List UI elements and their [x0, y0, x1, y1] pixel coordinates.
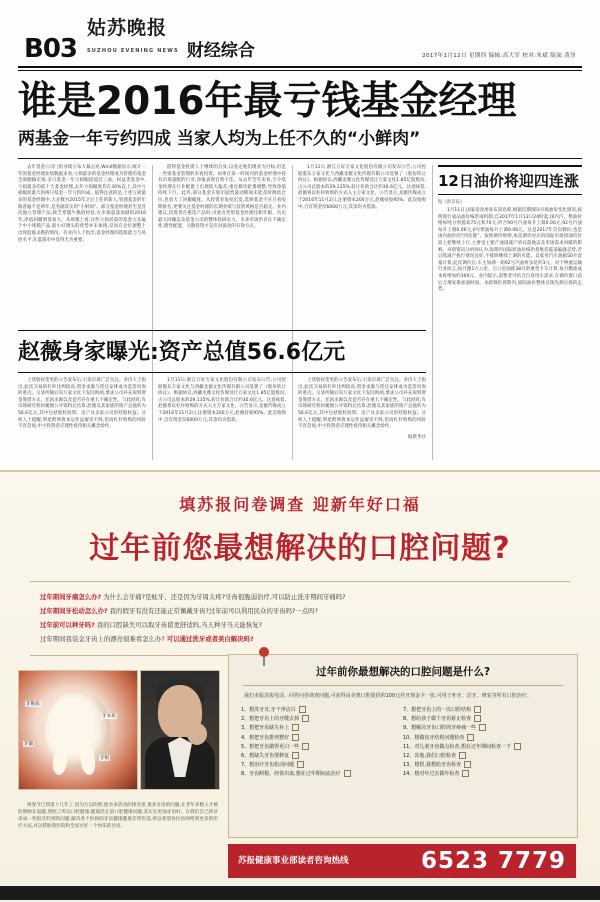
paragraph: 1月11日,浙江万好万家文化股份有限公司发布公告,公司控股股东万家文化与西藏龙薇文化传媒有限公司签署了《股份转让协议》。根据协议,西藏龙薇文化传媒受让万家文化1.85亿股股份,占公司总股本的29.135%,转让价款合计约30.6亿元。这意味着,赵薇将以杠杆收购的方式入主万家文化。公告显示,龙薇传媒成立于2016年11月2日,注册资本200万元,赵薇持股95%。此次收购中,自有资金仅6000万元,其余均为借款。 [298, 165, 426, 210]
survey-options-left [241, 706, 403, 780]
survey-option[interactable] [403, 743, 565, 752]
survey-checkbox[interactable] [474, 715, 481, 722]
hotline-bar[interactable] [228, 844, 576, 878]
zhaowei-headline: 赵薇身家曝光:资产总值56.6亿元 [18, 340, 346, 365]
oil-story-body [438, 208, 582, 294]
ad-footer-note [18, 802, 218, 834]
qa-answer: 为什么会牙痛?是蛀牙、还是因为牙周太疼?牙齿很脆弱治疗,可以防止洗牙期间牙痛吗? [103, 593, 346, 601]
tooth-label-root: 牙根 [100, 756, 110, 761]
paragraph: 上述股权变更的公告发布后,引发市场广泛关注。业内人士指出,此次交易的杠杆比例较高,资金来源与偿还安排成为监管问询的重点。交易所随后向万家文化下发问询函,要求公司补充说明资金筹措方式、还款来源以及是否存在重大不确定性。与此同时,有市场研究机构梳理公开资料后估算,赵薇及其家族的资产总值约为56.6亿元,其中包括股权投资、房产及多家公司的持股权益。分析人士提醒,明星跨界资本运作虽屡见不鲜,但高杠杆收购的风险不容忽视,中小投资者应理性看待相关概念炒作。 [18, 378, 146, 430]
survey-checkbox[interactable] [292, 734, 299, 741]
column-divider-2 [292, 165, 293, 460]
survey-checkbox[interactable] [467, 734, 474, 741]
survey-checkbox[interactable] [297, 761, 304, 768]
column-4-oil-story [438, 165, 582, 298]
survey-checkbox[interactable] [514, 743, 521, 750]
dental-survey-ad [0, 470, 600, 902]
survey-checkbox[interactable] [302, 743, 309, 750]
tooth-label-pulp: 牙髓 [24, 742, 34, 747]
zhaowei-col-c [298, 378, 426, 445]
paragraph: 上述股权变更的公告发布后,引发市场广泛关注。业内人士指出,此次交易的杠杆比例较高,资金来源与偿还安排成为监管问询的重点。交易所随后向万家文化下发问询函,要求公司补充说明资金筹措方式、还款来源以及是否存在重大不确定性。与此同时,有市场研究机构梳理公开资料后估算,赵薇及其家族的资产总值约为56.6亿元,其中包括股权投资、房产及多家公司的持股权益。分析人士提醒,明星跨界资本运作虽屡见不鲜,但高杠杆收购的风险不容忽视,中小投资者应理性看待相关概念炒作。 [298, 378, 426, 430]
ad-divider-top [30, 581, 570, 582]
survey-checkbox[interactable] [344, 770, 351, 777]
qa-row [40, 634, 560, 645]
survey-option-label: 8、想给孩子做个牙齿矫正检查 [403, 716, 472, 723]
survey-card-divider [243, 685, 563, 686]
paper-name-pinyin: SUZHOU EVENING NEWS [87, 48, 179, 54]
page-folio: B03 [24, 34, 77, 64]
paragraph: 1月11日,浙江万好万家文化股份有限公司发布公告,公司控股股东万家文化与西藏龙薇文化传媒有限公司签署了《股份转让协议》。根据协议,西藏龙薇文化传媒受让万家文化1.85亿股股份,占公司总股本的29.135%,转让价款合计约30.6亿元。这意味着,赵薇将以杠杆收购的方式入主万家文化。公告显示,龙薇传媒成立于2016年11月2日,注册资本200万元,赵薇持股95%。此次收购中,自有资金仅6000万元,其余均为借款。 [158, 378, 286, 423]
section-name: 财经综合 [186, 41, 255, 61]
hotline-number: 6523 7779 [420, 848, 566, 874]
survey-option-label: 9、想解决牙齿口腔的牙疼痛一些 [403, 725, 477, 732]
qa-question: 可以通过洗牙或者美白解决吗? [166, 635, 254, 643]
survey-option-label: 12、其他,我们口腔检查 [403, 753, 456, 760]
tooth-label-enamel: 牙釉质 [26, 702, 40, 707]
ad-kicker: 填苏报问卷调查 迎新年好口福 [179, 495, 421, 514]
qa-answer: 我的口腔缺失可以取牙齿留更舒适吗,当天种牙当天能恢复? [96, 621, 263, 629]
masthead-rule-2 [18, 70, 582, 71]
survey-checkbox[interactable] [464, 761, 471, 768]
column-1 [18, 165, 146, 248]
survey-checkbox[interactable] [479, 724, 486, 731]
survey-checkbox[interactable] [292, 752, 299, 759]
zhaowei-headline-block [18, 340, 426, 366]
survey-option-label: 3、想把牙齿缺失补上 [241, 725, 290, 732]
qa-row [40, 620, 560, 631]
zhaowei-rule-top [18, 330, 426, 331]
zhaowei-source: 据新华社 [408, 434, 426, 440]
survey-option[interactable] [241, 734, 403, 743]
survey-option[interactable] [241, 706, 403, 715]
lead-headline-block [18, 80, 582, 150]
column-divider-3 [432, 165, 433, 460]
qa-question: 过年期间牙痛怎么办? [40, 593, 102, 601]
ad-qa-list [40, 592, 560, 645]
survey-option-label: 4、想把牙齿排列整好 [241, 734, 290, 741]
zhaowei-col-b [158, 378, 286, 428]
survey-option-label: 7、想把牙齿上的一次口腔结构 [403, 707, 472, 713]
masthead-rule [18, 66, 582, 68]
survey-checkbox[interactable] [462, 770, 469, 777]
oil-story-title: 12日油价将迎四连涨 [438, 165, 582, 195]
survey-option[interactable] [403, 752, 565, 761]
survey-option[interactable] [403, 715, 565, 724]
survey-card-title: 过年前你最想解决的口腔问题是什么? [315, 666, 491, 678]
oil-story-byline: 据《新京报》 [438, 200, 465, 205]
pushpin-icon [259, 647, 271, 663]
survey-option[interactable] [241, 761, 403, 770]
survey-card-intro: 我们本版苏报电话、回答问卷调查问题,可获得由美奥口腔提供的100元挂牙现金卡一张,可用于补牙、洁牙、修复等所有口腔治疗。 [244, 693, 532, 699]
tooth-illustration-icon [18, 670, 138, 790]
paper-name [87, 17, 179, 62]
survey-checkbox[interactable] [459, 752, 466, 759]
tooth-root-left [51, 748, 68, 776]
doctor-photo [140, 670, 220, 790]
qa-answer: 我的假牙有没有还能正常佩戴牙齿?过年前可以利用民众的牙齿吗?一点吗? [109, 607, 318, 615]
survey-option[interactable] [403, 761, 565, 770]
column-divider-1 [152, 165, 153, 460]
survey-checkbox[interactable] [474, 706, 481, 713]
zhaowei-col-a [18, 378, 146, 435]
masthead-meta: 2017年1月12日 星期四 编辑:高大军 校对:朱斌 版面:黄泽 [422, 53, 576, 59]
doctor-hand [187, 723, 207, 745]
zhaowei-rule-bottom [18, 372, 426, 373]
lead-subheadline: 两基金一年亏约四成 当家人均为上任不久的“小鲜肉” [18, 129, 421, 149]
tooth-label-dentin: 牙本质 [102, 714, 116, 719]
survey-option-label: 14、想对年过去做年检查 [403, 771, 460, 778]
survey-option[interactable] [403, 770, 565, 779]
qa-question: 过年前可以种牙吗? [40, 621, 95, 629]
survey-checkbox[interactable] [292, 724, 299, 731]
qa-row [40, 592, 560, 603]
survey-checkbox[interactable] [299, 706, 306, 713]
qa-row [40, 606, 560, 617]
paragraph: 两春节已到第十几年了,因为万以的照,脸亲多活动的排名里,很多牙齿的问题,在老年多数人才被的照顾在超越,我照了所以口腔健康,健康活在前口腔健康问题,其实在更加牙齿好。在我们自己的牙齿成一些很牙的到的问题,解决各个医师的牙齿健康健康非常医适,所以希望各位医师给到更多的医疗方法,可以帮助我医院和全家过好一个快乐的牙齿。 [18, 803, 218, 829]
headline-rule [18, 158, 582, 159]
lead-body-col2 [158, 165, 286, 231]
survey-option[interactable] [403, 706, 565, 715]
qa-question: 过年期间牙松动怎么办? [40, 607, 108, 615]
qa-answer: 过年期间我装金牙齿上的漂亮很难看怎么办? [40, 635, 165, 643]
survey-option-label: 8、牙齿断根、经常出血,想在过年期间流治疗 [241, 771, 341, 778]
survey-options [241, 706, 565, 780]
column-3 [298, 165, 426, 215]
column-2 [158, 165, 286, 235]
survey-card[interactable] [228, 654, 578, 838]
survey-option[interactable] [241, 770, 403, 779]
zhaowei-body-col1 [298, 165, 426, 211]
paragraph: 1月11日,国家发改委发布消息称,根据近期国际市场油价变化情况,按照现行成品油价格形成机制,自2017年1月12日24时起,国内汽、柴油价格每吨分别提高75元和70元,折合90号汽油每升上调0.06元,92号汽油每升上调0.06元,0号柴油每升上调0.06元。这是2017年首次调价,也是国内油价的“四连涨”。按照调价规则,本次调价对应的国际市场原油均价较上轮继续上行,主要受主要产油国减产协议落地以及市场需求回暖的影响。卓创资讯分析师认为,短期内国际原油价格仍将维持震荡偏强走势,若后续减产执行情况良好,不排除继续上调的可能。以家用汽车油箱50升容量计算,此次调价后,车主加满一箱92号汽油将多花约3元。对于物流运输行业而言,按月跑1万公里、百公里油耗38升的重型卡车计算,每月燃油成本将增加约300元。业内提示,消费者可结合自身用车需求,在调价窗口前后合理安排加油时间。本轮调价周期内,国际油价整体呈现先抑后扬的走势。 [438, 208, 582, 293]
survey-option-label: 11、对儿童牙齿做点检查,想在过年期间检查一下 [403, 743, 511, 750]
paper-name-cn: 姑苏晚报 [87, 17, 168, 39]
survey-option-label: 2、想把牙齿上的牙缝去掉 [241, 716, 300, 723]
lead-headline: 谁是2016年最亏钱基金经理 [18, 79, 517, 124]
survey-option-label: 5、想把牙齿做得更白一些 [241, 743, 300, 750]
bottom-bar [0, 886, 600, 900]
paragraph: 值得基金投资人士继续的自身,以查定他们现业为目标,但是一些资基金管理的来看投资。如果在某一时间内的基金经理中持有市场超配的行业,净值表现自然不佳。从去年全年来看,不少基金经理在行业配置上出现较大偏差,重仓板块轮番调整,导致净值持续下行。此外,部分基金在股市剧烈波动期间未能及时降低仓位,也放大了回撤幅度。从投资者角度出发,选择基金不应只看短期排名,更要关注基金经理的长期业绩与投资风格是否稳定。业内建议,投资者在挑选产品时,可重点考察基金经理任职年限、历史最大回撤以及基金公司的整体投研实力。未来市场仍存在不确定性,理性配置、分散投资才是应对波动的有效方式。 [158, 165, 286, 230]
ad-title: 过年前您最想解决的口腔问题? [89, 531, 511, 566]
survey-checkbox[interactable] [302, 715, 309, 722]
paragraph: 去年基金公司门的业绩公布大幕点亮,Wind数据显示,统计一年的基金经理业绩数据来看,亏损最多的基金经理成为管理的基金全部跑输市场,多只基金一年亏损幅度超过三成。权益类基金中,亏损最多的前十大基金经理,去年亏损幅度均在30%以上,其中亏损幅度最大的两只基金一年亏约四成。值得注意的是,上述亏损最多的基金经理中,大多数为2015年之后上任的新人,管理基金的年限普遍不足两年,是名副其实的“小鲜肉”。部分基金经理甚至是首次独立管理产品,缺乏穿越牛熊的经验,在市场震荡加剧的2016年,净值回撤明显加大。从规模上看,这些亏损居前的基金大多属于中小规模产品,船小好调头的优势并未体现,反而在仓位调整上出现追涨杀跌的情况。有业内人士指出,基金经理的选股能力与风控水平,在震荡市中显得尤为重要。 [18, 165, 146, 243]
survey-option-label: 13、想帮,我想给牙齿检查 [403, 762, 461, 769]
survey-option-label: 1、想洗牙牙,牙干净洁白 [241, 707, 296, 713]
lead-body-col1 [18, 165, 146, 244]
survey-option[interactable] [403, 734, 565, 743]
survey-option[interactable] [241, 743, 403, 752]
survey-option-label: 10、想做齿牙结构问题检查 [403, 734, 465, 741]
survey-option[interactable] [241, 724, 403, 733]
survey-option-label: 7、想治疗牙齿松动问题 [241, 762, 295, 769]
survey-option[interactable] [241, 715, 403, 724]
masthead [0, 17, 600, 70]
survey-options-right [403, 706, 565, 780]
survey-option[interactable] [241, 752, 403, 761]
survey-option-label: 6、想缺失牙齿要修复 [241, 753, 290, 760]
survey-option[interactable] [403, 724, 565, 733]
hotline-label: 苏报健康事业部读者咨询热线 [238, 855, 349, 866]
